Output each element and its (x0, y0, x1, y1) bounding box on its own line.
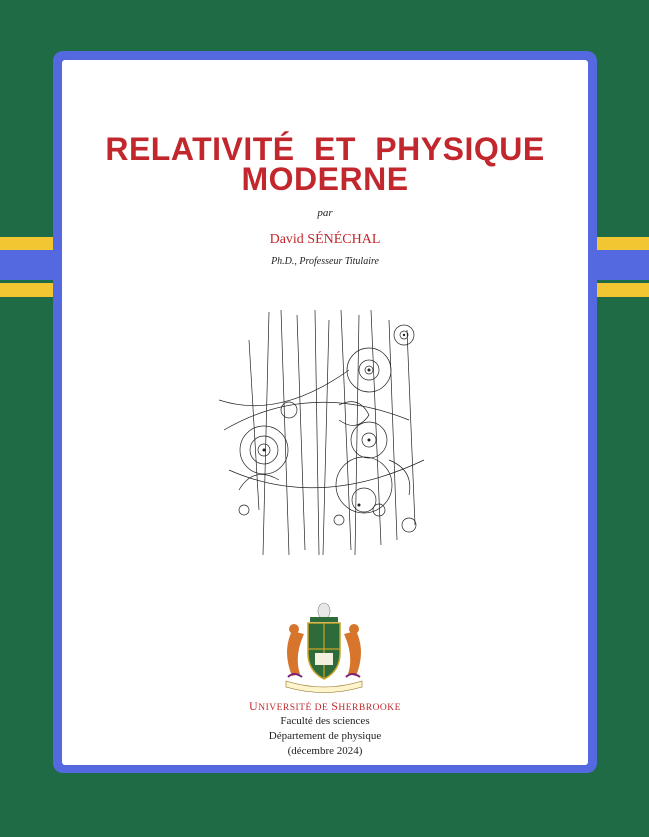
faculty-name: Faculté des sciences (280, 715, 370, 727)
publication-date: (décembre 2024) (287, 745, 363, 757)
university-name: UNIVERSITÉ DE SHERBROOKE (249, 699, 401, 713)
cover-page (62, 60, 588, 765)
author-title: Ph.D., Professeur Titulaire (271, 256, 379, 267)
department-name: Département de physique (268, 730, 382, 742)
title-line-2: MODERNE (241, 161, 409, 197)
by-label: par (317, 207, 333, 219)
title-line-1: RELATIVITÉ ET PHYSIQUE (105, 131, 545, 167)
bubble-chamber-image (219, 310, 431, 555)
university-crest (278, 601, 370, 697)
author-name: David SÉNÉCHAL (269, 232, 381, 247)
